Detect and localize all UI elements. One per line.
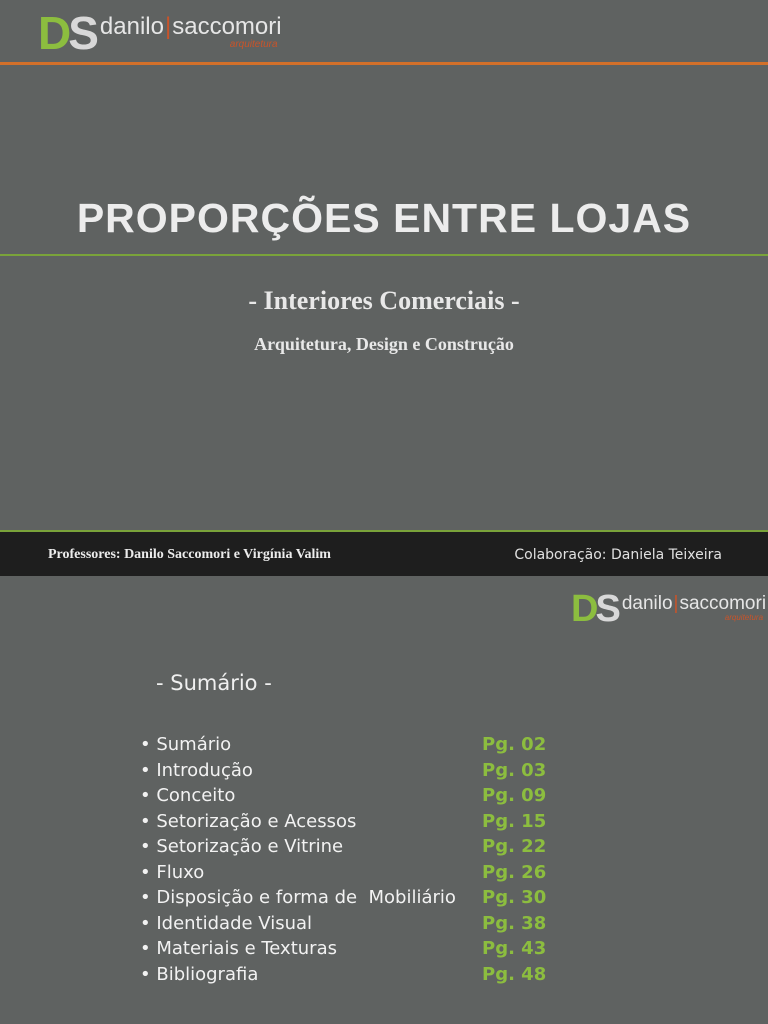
logo-name — [100, 13, 282, 41]
table-of-contents — [140, 734, 560, 989]
toc-item-page: Pg. 02 — [482, 734, 547, 755]
orange-divider — [0, 62, 768, 65]
logo-mark — [38, 7, 96, 59]
logo-mark-d: D — [571, 588, 596, 630]
logo-name-last: saccomori — [172, 13, 282, 40]
toc-item-label: • Disposição e forma de Mobiliário — [140, 887, 456, 908]
toc-item-label: • Conceito — [140, 785, 236, 806]
toc-item-page: Pg. 22 — [482, 836, 547, 857]
toc-item-page: Pg. 48 — [482, 963, 547, 985]
page-title: PROPORÇÕES ENTRE LOJAS — [76, 195, 692, 241]
brand-logo-small — [571, 590, 766, 628]
toc-item-label: • Fluxo — [140, 861, 205, 883]
toc-item-label: • Setorização e Acessos — [140, 810, 357, 832]
toc-item[interactable] — [140, 862, 560, 888]
toc-item[interactable] — [140, 887, 560, 913]
toc-item[interactable] — [140, 785, 560, 811]
logo-name-first: danilo — [621, 593, 673, 614]
logo-subtitle: arquitetura — [724, 613, 764, 622]
toc-item[interactable] — [140, 964, 560, 990]
subtitle: - Interiores Comerciais - — [248, 286, 520, 315]
toc-item-page: Pg. 03 — [482, 759, 547, 781]
toc-item-label: • Setorização e Vitrine — [140, 836, 344, 857]
green-divider-top — [0, 254, 768, 256]
toc-title: - Sumário - — [156, 671, 272, 695]
professors-credit: Professores: Danilo Saccomori e Virgínia Valim — [48, 547, 331, 562]
subtitle-secondary: Arquitetura, Design e Construção — [254, 334, 514, 354]
toc-item-page: Pg. 26 — [482, 861, 547, 883]
logo-name-last: saccomori — [679, 593, 767, 614]
toc-item-page: Pg. 09 — [482, 785, 547, 806]
logo-mark — [571, 590, 618, 628]
logo-separator: | — [164, 13, 172, 40]
collaboration-credit: Colaboração: Daniela Teixeira — [514, 547, 722, 563]
logo-subtitle: arquitetura — [229, 39, 278, 50]
toc-item-page: Pg. 30 — [482, 887, 547, 908]
toc-item-label: • Identidade Visual — [140, 912, 313, 934]
logo-mark-s: S — [68, 7, 96, 59]
toc-item-label: • Introdução — [140, 759, 253, 781]
toc-item[interactable] — [140, 760, 560, 786]
toc-item[interactable] — [140, 811, 560, 837]
toc-item-page: Pg. 38 — [482, 912, 547, 934]
toc-item[interactable] — [140, 938, 560, 964]
toc-item-label: • Sumário — [140, 734, 232, 755]
logo-name-first: danilo — [99, 13, 164, 40]
brand-logo — [38, 7, 282, 59]
toc-item-label: • Bibliografia — [140, 963, 259, 985]
toc-item[interactable] — [140, 734, 560, 760]
toc-item-page: Pg. 15 — [482, 810, 547, 832]
toc-item[interactable] — [140, 836, 560, 862]
toc-item[interactable] — [140, 913, 560, 939]
toc-item-label: • Materiais e Texturas — [140, 938, 337, 959]
logo-separator: | — [673, 593, 679, 614]
logo-mark-s: S — [595, 588, 618, 630]
toc-item-page: Pg. 43 — [482, 938, 547, 959]
logo-name — [622, 593, 766, 615]
logo-mark-d: D — [38, 7, 69, 59]
